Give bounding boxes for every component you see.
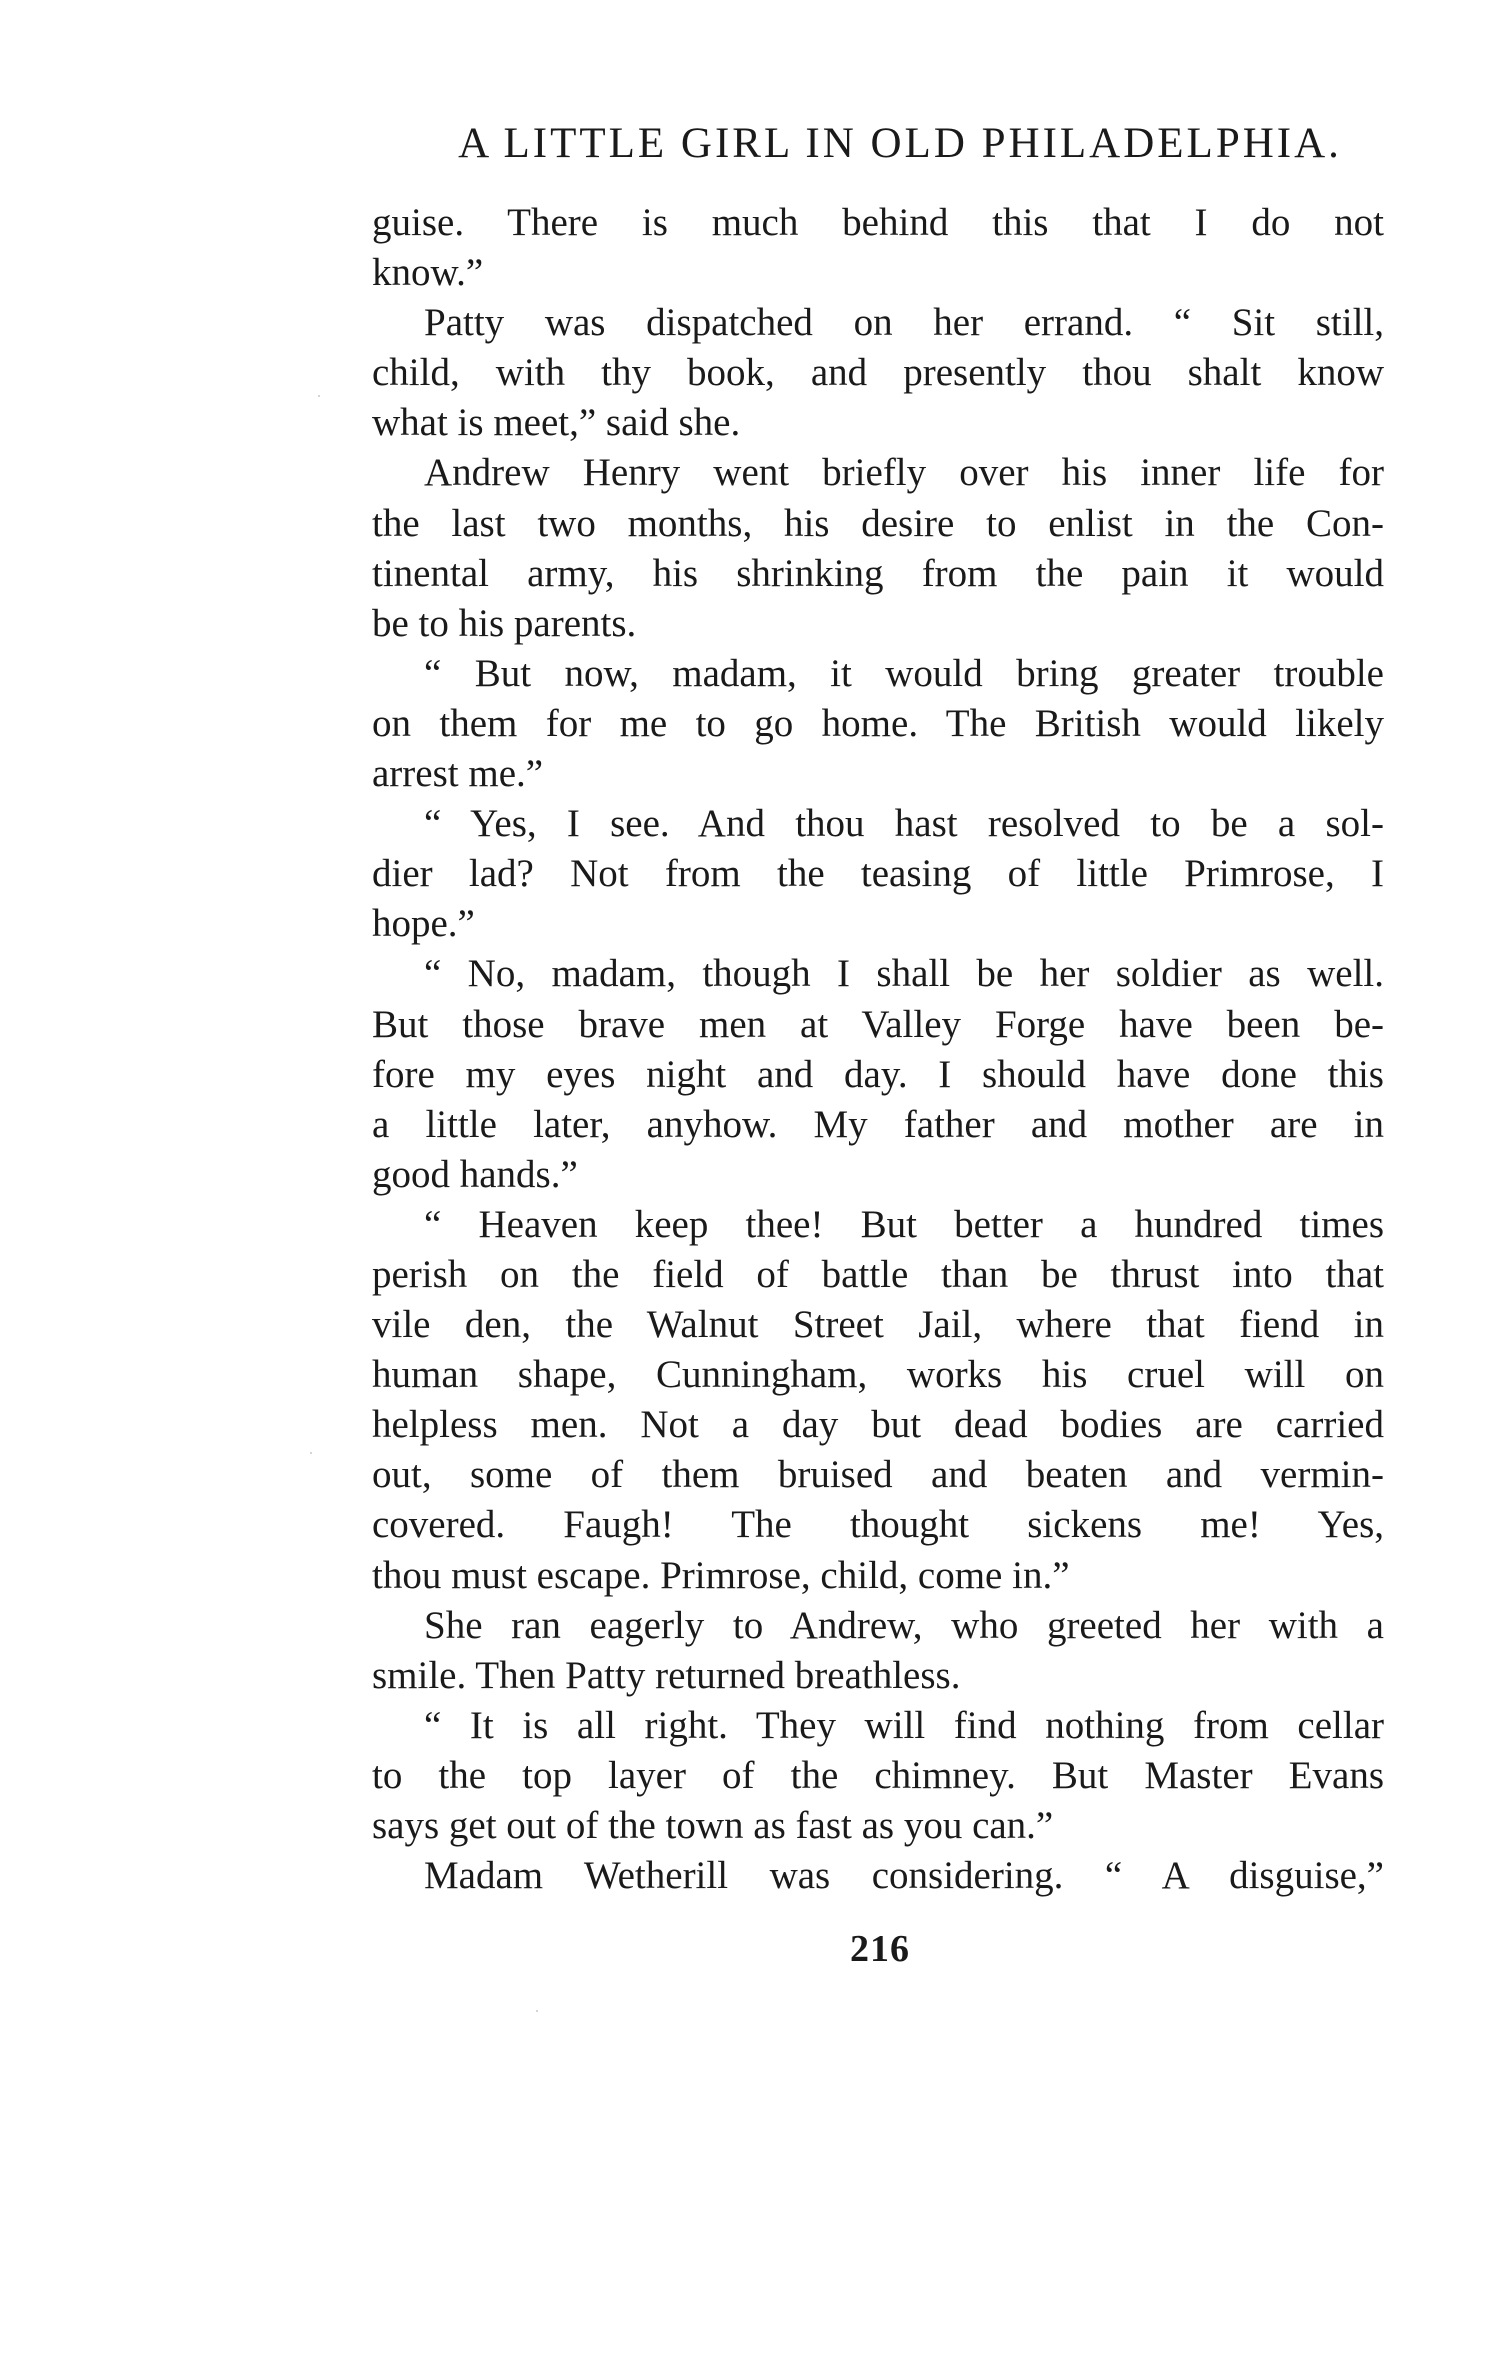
text-line: out, some of them bruised and beaten and vermin- (372, 1453, 1384, 1497)
paper-speck (310, 1452, 312, 1454)
paper-speck (536, 2010, 538, 2012)
paper-speck (318, 395, 320, 397)
text-line: be to his parents. (372, 601, 637, 645)
text-line: to the top layer of the chimney. But Master Evans (372, 1753, 1384, 1797)
text-line: good hands.” (372, 1152, 578, 1196)
text-line: perish on the field of battle than be thrust into that (372, 1252, 1384, 1296)
text-line: what is meet,” said she. (372, 401, 741, 445)
text-line: “ Heaven keep thee! But better a hundred times (424, 1202, 1384, 1246)
text-line: know.” (372, 251, 484, 295)
text-line: helpless men. Not a day but dead bodies are carried (372, 1403, 1384, 1447)
text-line: the last two months, his desire to enlist in the Con- (372, 501, 1384, 545)
text-line: human shape, Cunningham, works his cruel will on (372, 1353, 1384, 1397)
text-line: dier lad? Not from the teasing of little Primrose, I (372, 852, 1384, 896)
text-line: “ It is all right. They will find nothing from cellar (424, 1703, 1384, 1747)
text-line: vile den, the Walnut Street Jail, where that fiend in (372, 1303, 1384, 1347)
page-number: 216 (850, 1928, 910, 1970)
text-line: arrest me.” (372, 752, 544, 796)
running-head: A LITTLE GIRL IN OLD PHILADELPHIA. (458, 120, 1342, 167)
text-line: covered. Faugh! The thought sickens me! Yes, (372, 1503, 1384, 1547)
text-line: child, with thy book, and presently thou shalt know (372, 351, 1384, 395)
text-line: says get out of the town as fast as you can.” (372, 1804, 1054, 1847)
text-line: tinental army, his shrinking from the pain it would (372, 551, 1384, 595)
body-text (372, 198, 1384, 1901)
text-line: She ran eagerly to Andrew, who greeted her with a (424, 1603, 1384, 1647)
text-line: Madam Wetherill was considering. “ A disguise,” (424, 1854, 1384, 1898)
text-line: on them for me to go home. The British would likely (372, 701, 1384, 745)
text-line: hope.” (372, 902, 475, 946)
text-line: guise. There is much behind this that I do not (372, 201, 1384, 244)
text-line: a little later, anyhow. My father and mother are in (372, 1102, 1384, 1146)
text-line: Andrew Henry went briefly over his inner life for (424, 451, 1384, 495)
text-line: thou must escape. Primrose, child, come in.” (372, 1553, 1070, 1597)
text-line: “ Yes, I see. And thou hast resolved to be a sol- (424, 802, 1384, 846)
text-line: Patty was dispatched on her errand. “ Sit still, (424, 301, 1384, 345)
text-line: smile. Then Patty returned breathless. (372, 1653, 961, 1697)
text-line: fore my eyes night and day. I should have done this (372, 1052, 1384, 1096)
text-line: “ No, madam, though I shall be her soldier as well. (424, 952, 1384, 996)
text-line: “ But now, madam, it would bring greater trouble (424, 651, 1384, 695)
text-line: But those brave men at Valley Forge have been be- (372, 1002, 1384, 1046)
